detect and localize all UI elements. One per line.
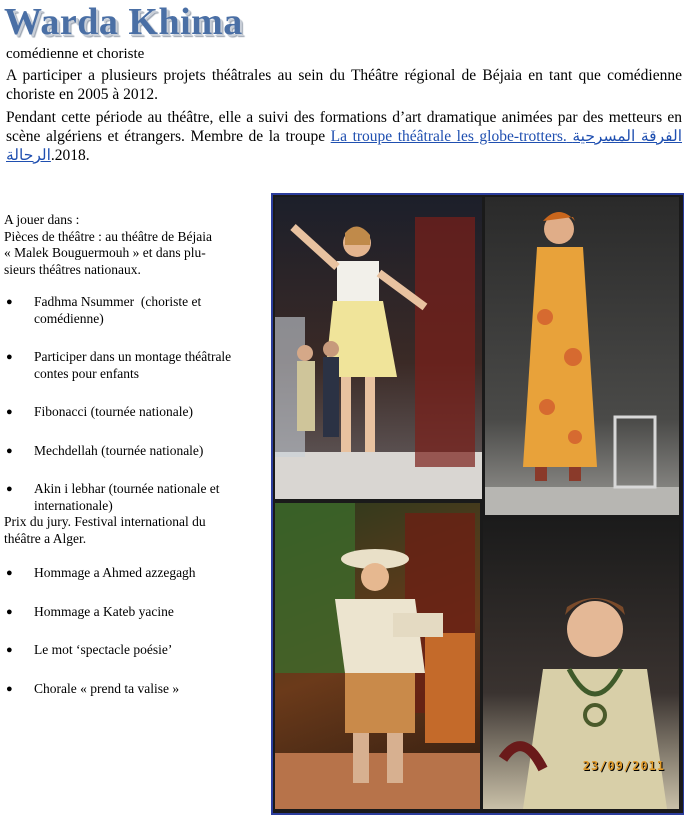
- list-spacer: [4, 620, 266, 642]
- career-intro: [4, 212, 266, 278]
- bio-paragraph-1: A participer a plusieurs projets théâtrales au sein du Théâtre régional de Béjaia en tant que comédienne choriste en 2005 à 2012.: [6, 67, 682, 103]
- list-item-label: Fibonacci (tournée nationale): [34, 404, 193, 419]
- list-item: [4, 565, 266, 582]
- list-item-label: Fadhma Nsummer (choriste et comédienne): [34, 294, 202, 326]
- page-title: Warda Khima: [4, 1, 243, 43]
- photo-stage-yellow-dress-image: [275, 197, 482, 499]
- list-item-label: Mechdellah (tournée nationale): [34, 442, 204, 458]
- bullet-icon: ●: [6, 605, 13, 618]
- bio-paragraph-2-end: .2018.: [50, 147, 90, 164]
- list-item-label: Chorale « prend ta valise »: [34, 680, 180, 696]
- bullet-icon: ●: [6, 567, 13, 579]
- career-column: [4, 212, 266, 697]
- list-item: [4, 481, 266, 514]
- list-item: [4, 294, 266, 327]
- bullet-icon: ●: [6, 406, 13, 418]
- list-item-label: Akin i lebhar (tournée nationale et internationale): [34, 481, 220, 513]
- list-spacer: [4, 327, 266, 349]
- list-item-label: Le mot ‘spectacle poésie’: [34, 642, 173, 657]
- list-item: [4, 681, 266, 698]
- bullet-icon: ●: [6, 444, 13, 457]
- photo-stage-yellow-dress: [275, 197, 482, 499]
- photo-stage-sitting-actor: [275, 503, 480, 809]
- bullet-icon: ●: [6, 483, 13, 495]
- photo-stage-orange-dress: [485, 197, 679, 515]
- bullet-icon: ●: [6, 682, 13, 695]
- troupe-link-label: La troupe théâtrale les globe-trotters.: [330, 128, 567, 145]
- roles-list-a: [4, 294, 266, 514]
- list-spacer: [4, 382, 266, 404]
- list-item-label: Participer dans un montage théâtrale contes pour enfants: [34, 349, 232, 381]
- photo-stage-sitting-actor-image: [275, 503, 480, 809]
- photo-stage-necklace-portrait: [483, 519, 679, 809]
- award-line-1: Prix du jury. Festival international du: [4, 514, 206, 529]
- bio-paragraph-2: [6, 108, 682, 165]
- troupe-link-arabic: الفرقة المسرحية الرحالة: [6, 128, 683, 164]
- list-spacer: [4, 582, 266, 604]
- photo-stage-orange-dress-image: [485, 197, 679, 515]
- list-item: [4, 404, 266, 421]
- roles-list-b: [4, 565, 266, 697]
- photo-date-stamp: 23/09/2011: [582, 759, 665, 773]
- list-item-label: Hommage a Kateb yacine: [34, 603, 174, 619]
- list-item: [4, 349, 266, 382]
- subtitle: comédienne et choriste: [6, 46, 145, 62]
- bullet-icon: ●: [6, 296, 13, 308]
- list-item: [4, 642, 266, 659]
- photo-collage: [271, 193, 684, 815]
- bullet-icon: ●: [6, 644, 13, 656]
- intro-line-4: sieurs théâtres nationaux.: [4, 261, 141, 277]
- intro-line-1: A jouer dans :: [4, 212, 80, 227]
- bio-paragraph-2-text: Pendant cette période au théâtre, elle a suivi des formations d’art dramatique animées par des metteurs en scène algériens et étrangers. Membre de la troupe: [6, 109, 682, 145]
- bullet-icon: ●: [6, 351, 13, 363]
- intro-line-3: « Malek Bouguermouh » et dans plu-: [4, 245, 206, 260]
- list-spacer: [4, 421, 266, 443]
- list-item: [4, 443, 266, 460]
- intro-line-2: Pièces de théâtre : au théâtre de Béjaia: [4, 228, 213, 244]
- award-line-2: théâtre a Alger.: [4, 530, 87, 546]
- list-spacer: [4, 659, 266, 681]
- list-item-label: Hommage a Ahmed azzegagh: [34, 565, 196, 580]
- list-item: [4, 604, 266, 621]
- list-spacer: [4, 459, 266, 481]
